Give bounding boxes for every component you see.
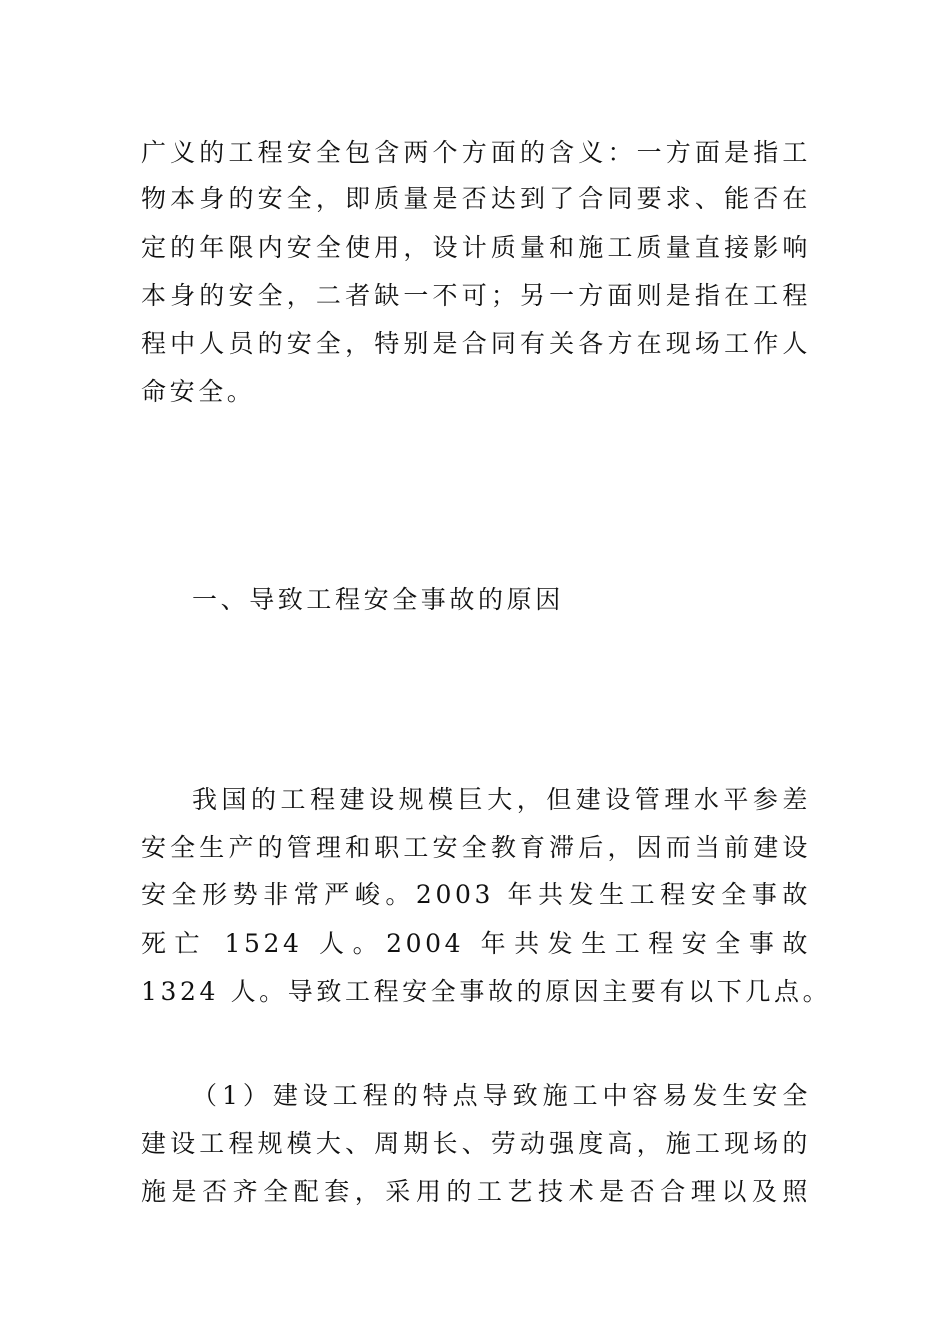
text-line: 物本身的安全，即质量是否达到了合同要求、能否在 xyxy=(141,184,811,213)
text-line: 程中人员的安全，特别是合同有关各方在现场工作人 xyxy=(141,329,811,358)
text-line: 定的年限内安全使用，设计质量和施工质量直接影响 xyxy=(141,233,811,262)
text-line: 施是否齐全配套，采用的工艺技术是否合理以及照 xyxy=(141,1177,811,1206)
section-heading: 一、导致工程安全事故的原因 xyxy=(192,585,564,614)
text-line: 建设工程规模大、周期长、劳动强度高，施工现场的 xyxy=(141,1129,811,1158)
text-line: 我国的工程建设规模巨大，但建设管理水平参差 xyxy=(192,785,811,814)
text-line: （1）建设工程的特点导致施工中容易发生安全 xyxy=(192,1081,811,1110)
text-line: 广义的工程安全包含两个方面的含义：一方面是指工 xyxy=(141,138,811,167)
text-line: 1324 人。导致工程安全事故的原因主要有以下几点。 xyxy=(141,977,832,1006)
text-line: 本身的安全，二者缺一不可；另一方面则是指在工程 xyxy=(141,281,811,310)
text-line: 安全生产的管理和职工安全教育滞后，因而当前建设 xyxy=(141,833,811,862)
text-line: 安全形势非常严峻。2003 年共发生工程安全事故 xyxy=(141,880,811,909)
text-line: 命安全。 xyxy=(141,377,256,406)
text-line: 死亡 1524 人。2004 年共发生工程安全事故 xyxy=(141,929,811,958)
